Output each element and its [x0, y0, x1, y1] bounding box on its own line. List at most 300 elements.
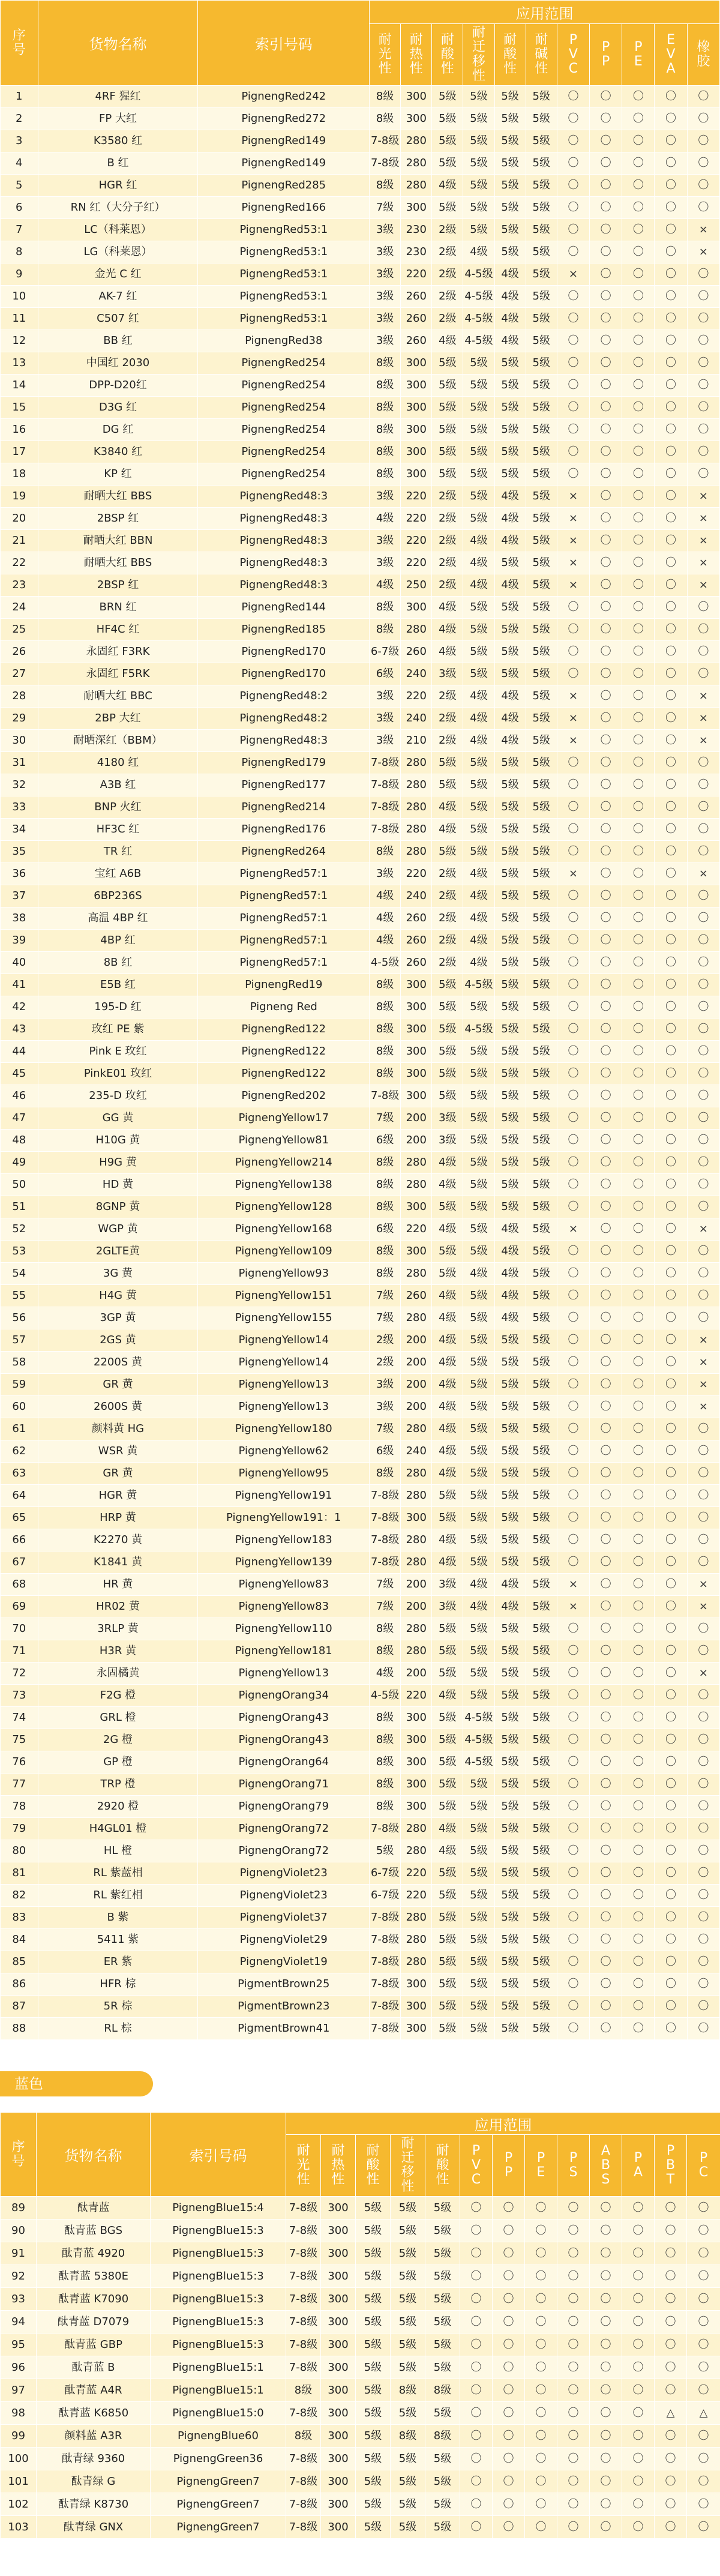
cell-suitability-mark: 〇	[590, 1241, 622, 1263]
cell-index: 59	[1, 1374, 38, 1396]
cell-property-value: 5级	[463, 1329, 494, 1352]
cell-property-value: 5级	[425, 2448, 460, 2470]
cell-property-value: 5级	[463, 1085, 494, 1107]
table-row	[1, 1774, 720, 1796]
cell-property-value: 4-5级	[463, 1019, 494, 1041]
cell-suitability-mark: 〇	[525, 2265, 557, 2288]
cell-suitability-mark: 〇	[590, 1618, 622, 1640]
table-row	[1, 2311, 720, 2334]
section-spacer	[0, 2040, 720, 2071]
table-row	[1, 685, 720, 708]
cell-property-value: 280	[401, 1529, 432, 1551]
cell-index-code: PignengRed48:3	[198, 486, 370, 508]
cell-suitability-mark: 〇	[687, 1307, 719, 1329]
header-property-label: P E	[536, 2150, 545, 2180]
cell-suitability-mark: 〇	[655, 708, 687, 730]
cell-property-value: 5级	[526, 885, 557, 907]
cell-property-value: 5级	[463, 1685, 494, 1707]
cell-property-value: 5级	[432, 1196, 463, 1218]
cell-property-value: 5级	[526, 1019, 557, 1041]
cell-property-value: 260	[401, 1285, 432, 1307]
cell-suitability-mark: 〇	[655, 1840, 687, 1862]
cell-index: 57	[1, 1329, 38, 1352]
cell-suitability-mark: 〇	[590, 1374, 622, 1396]
cell-index: 2	[1, 108, 38, 130]
table-row	[1, 1329, 720, 1352]
cell-property-value: 300	[401, 1019, 432, 1041]
cell-suitability-mark: 〇	[557, 1019, 589, 1041]
cell-index: 70	[1, 1618, 38, 1640]
cell-suitability-mark: 〇	[655, 2265, 687, 2288]
cell-suitability-mark: 〇	[655, 2379, 687, 2402]
cell-product-name: HR 黄	[38, 1574, 198, 1596]
cell-property-value: 280	[401, 1418, 432, 1440]
cell-property-value: 4级	[432, 1152, 463, 1174]
cell-suitability-mark: 〇	[557, 819, 589, 841]
cell-property-value: 5级	[463, 1485, 494, 1507]
cell-suitability-mark: ×	[687, 486, 719, 508]
cell-property-value: 5级	[463, 1929, 494, 1951]
cell-suitability-mark: 〇	[687, 1774, 719, 1796]
cell-property-value: 5级	[463, 86, 494, 108]
cell-property-value: 300	[321, 2242, 356, 2265]
cell-suitability-mark: 〇	[655, 1751, 687, 1774]
cell-index-code: PignengBlue15:3	[151, 2219, 286, 2242]
cell-property-value: 200	[401, 1596, 432, 1618]
cell-suitability-mark: 〇	[590, 1907, 622, 1929]
cell-property-value: 280	[401, 619, 432, 641]
cell-suitability-mark: 〇	[557, 1996, 589, 2018]
cell-index-code: PignengRed202	[198, 1085, 370, 1107]
cell-property-value: 5级	[494, 1130, 526, 1152]
cell-index: 86	[1, 1973, 38, 1996]
cell-suitability-mark: 〇	[622, 1596, 655, 1618]
cell-property-value: 5级	[432, 996, 463, 1019]
cell-property-value: 5级	[526, 397, 557, 419]
cell-product-name: HL 橙	[38, 1840, 198, 1862]
cell-index-code: PignengRed254	[198, 352, 370, 375]
cell-suitability-mark: 〇	[460, 2516, 493, 2539]
cell-property-value: 5级	[526, 1663, 557, 1685]
cell-property-value: 5级	[356, 2425, 391, 2448]
cell-index-code: PignengRed149	[198, 152, 370, 175]
table-row	[1, 2379, 720, 2402]
cell-suitability-mark: 〇	[590, 1685, 622, 1707]
cell-property-value: 5级	[526, 1463, 557, 1485]
cell-index-code: PignengYellow128	[198, 1196, 370, 1218]
table-row	[1, 1396, 720, 1418]
cell-index-code: PignengRed57:1	[198, 907, 370, 930]
cell-suitability-mark: 〇	[590, 774, 622, 796]
header-property-label: A B S	[601, 2143, 611, 2187]
cell-property-value: 5级	[432, 1618, 463, 1640]
cell-property-value: 300	[401, 1751, 432, 1774]
cell-suitability-mark: 〇	[590, 1818, 622, 1840]
cell-property-value: 220	[401, 552, 432, 574]
cell-index-code: PignengOrang72	[198, 1818, 370, 1840]
cell-property-value: 8级	[370, 1774, 401, 1796]
cell-property-value: 8级	[425, 2425, 460, 2448]
cell-suitability-mark: 〇	[655, 1885, 687, 1907]
cell-property-value: 5级	[494, 752, 526, 774]
cell-property-value: 5级	[494, 641, 526, 663]
cell-property-value: 4级	[463, 552, 494, 574]
cell-property-value: 7-8级	[370, 1907, 401, 1929]
cell-suitability-mark: ×	[687, 552, 719, 574]
cell-index: 17	[1, 441, 38, 463]
cell-suitability-mark: 〇	[687, 1485, 719, 1507]
cell-property-value: 5级	[526, 1862, 557, 1885]
header-property-label: 耐 酸 性	[440, 32, 454, 76]
cell-suitability-mark: 〇	[655, 1796, 687, 1818]
cell-property-value: 7-8级	[370, 1551, 401, 1574]
cell-suitability-mark: 〇	[622, 2402, 655, 2425]
cell-suitability-mark: 〇	[622, 619, 655, 641]
cell-property-value: 4级	[432, 1218, 463, 1241]
table-row	[1, 885, 720, 907]
cell-suitability-mark: △	[655, 2402, 687, 2425]
cell-suitability-mark: 〇	[590, 819, 622, 841]
cell-suitability-mark: 〇	[655, 1085, 687, 1107]
cell-property-value: 5级	[494, 108, 526, 130]
cell-property-value: 5级	[463, 819, 494, 841]
cell-property-value: 5级	[526, 1196, 557, 1218]
cell-property-value: 5级	[526, 996, 557, 1019]
cell-suitability-mark: 〇	[655, 974, 687, 996]
cell-suitability-mark: 〇	[655, 796, 687, 819]
cell-property-value: 5级	[494, 1440, 526, 1463]
cell-property-value: 5级	[425, 2311, 460, 2334]
cell-property-value: 5级	[494, 352, 526, 375]
cell-product-name: 永固红 F3RK	[38, 641, 198, 663]
cell-suitability-mark: 〇	[622, 2265, 655, 2288]
table-row	[1, 1729, 720, 1751]
cell-suitability-mark: 〇	[590, 1218, 622, 1241]
cell-property-value: 5级	[432, 1063, 463, 1085]
cell-suitability-mark: 〇	[590, 463, 622, 486]
cell-suitability-mark: 〇	[655, 219, 687, 241]
cell-property-value: 5级	[526, 730, 557, 752]
cell-property-value: 4级	[463, 1263, 494, 1285]
table-row	[1, 974, 720, 996]
cell-suitability-mark: 〇	[557, 907, 589, 930]
cell-suitability-mark: 〇	[557, 1352, 589, 1374]
cell-product-name: 耐晒大红 BBS	[38, 552, 198, 574]
cell-index-code: PignengYellow13	[198, 1663, 370, 1685]
cell-suitability-mark: 〇	[655, 1396, 687, 1418]
cell-property-value: 5级	[463, 152, 494, 175]
header-property-label: P E	[634, 40, 643, 69]
cell-index: 6	[1, 197, 38, 219]
cell-suitability-mark: 〇	[655, 597, 687, 619]
cell-suitability-mark: 〇	[622, 1285, 655, 1307]
cell-index-code: PignengRed48:3	[198, 552, 370, 574]
cell-suitability-mark: 〇	[687, 2516, 720, 2539]
cell-suitability-mark: 〇	[655, 1729, 687, 1751]
cell-suitability-mark: 〇	[655, 1640, 687, 1663]
cell-property-value: 5级	[494, 1774, 526, 1796]
cell-suitability-mark: 〇	[655, 1996, 687, 2018]
cell-property-value: 300	[401, 1729, 432, 1751]
cell-suitability-mark: 〇	[622, 1973, 655, 1996]
cell-property-value: 260	[401, 907, 432, 930]
cell-suitability-mark: 〇	[687, 952, 719, 974]
table-row	[1, 2493, 720, 2516]
cell-index-code: PignengRed57:1	[198, 952, 370, 974]
cell-index: 1	[1, 86, 38, 108]
cell-suitability-mark: 〇	[622, 108, 655, 130]
cell-property-value: 5级	[463, 1818, 494, 1840]
cell-index: 21	[1, 530, 38, 552]
cell-suitability-mark: 〇	[622, 841, 655, 863]
header-property-label: 耐 酸 性	[503, 32, 517, 76]
cell-suitability-mark: 〇	[590, 530, 622, 552]
cell-suitability-mark: 〇	[557, 1507, 589, 1529]
cell-suitability-mark: 〇	[687, 1019, 719, 1041]
header-property-11	[687, 24, 719, 86]
cell-product-name: FP 大红	[38, 108, 198, 130]
cell-suitability-mark: 〇	[687, 308, 719, 330]
cell-property-value: 3级	[370, 330, 401, 352]
cell-index-code: PignengViolet29	[198, 1929, 370, 1951]
cell-suitability-mark: 〇	[590, 352, 622, 375]
cell-suitability-mark: 〇	[557, 1107, 589, 1130]
cell-property-value: 5级	[432, 130, 463, 152]
cell-suitability-mark: 〇	[622, 263, 655, 286]
header-name: 货物名称	[37, 2113, 151, 2197]
cell-property-value: 280	[401, 1263, 432, 1285]
cell-property-value: 5级	[526, 1907, 557, 1929]
cell-property-value: 5级	[526, 1796, 557, 1818]
cell-property-value: 5级	[432, 375, 463, 397]
cell-index-code: PignengGreen7	[151, 2493, 286, 2516]
cell-property-value: 8级	[370, 375, 401, 397]
cell-property-value: 8级	[370, 463, 401, 486]
cell-property-value: 5级	[526, 1063, 557, 1085]
cell-property-value: 5级	[494, 1196, 526, 1218]
cell-property-value: 4级	[463, 730, 494, 752]
cell-property-value: 8级	[370, 619, 401, 641]
cell-property-value: 5级	[356, 2516, 391, 2539]
cell-suitability-mark: 〇	[622, 197, 655, 219]
cell-property-value: 5级	[526, 463, 557, 486]
cell-index-code: PignengGreen7	[151, 2516, 286, 2539]
cell-product-name: Pink E 玫红	[38, 1041, 198, 1063]
cell-property-value: 7-8级	[286, 2311, 321, 2334]
cell-suitability-mark: ×	[557, 263, 589, 286]
cell-index: 53	[1, 1241, 38, 1263]
cell-property-value: 4级	[494, 1263, 526, 1285]
cell-property-value: 5级	[432, 841, 463, 863]
cell-suitability-mark: 〇	[590, 619, 622, 641]
cell-property-value: 5级	[494, 974, 526, 996]
cell-property-value: 280	[401, 819, 432, 841]
cell-property-value: 5级	[463, 597, 494, 619]
cell-property-value: 5级	[494, 175, 526, 197]
header-property-8	[525, 2135, 557, 2197]
cell-suitability-mark: 〇	[622, 952, 655, 974]
cell-property-value: 5级	[432, 197, 463, 219]
cell-property-value: 5级	[494, 885, 526, 907]
cell-index: 10	[1, 286, 38, 308]
cell-property-value: 5级	[463, 1241, 494, 1263]
cell-property-value: 3级	[370, 863, 401, 885]
cell-property-value: 5级	[526, 375, 557, 397]
cell-suitability-mark: 〇	[557, 1840, 589, 1862]
table-row	[1, 1218, 720, 1241]
header-property-9	[622, 24, 655, 86]
cell-index: 65	[1, 1507, 38, 1529]
cell-property-value: 4级	[432, 175, 463, 197]
cell-property-value: 5级	[425, 2242, 460, 2265]
cell-suitability-mark: 〇	[590, 1796, 622, 1818]
cell-index-code: PignengRed254	[198, 419, 370, 441]
cell-suitability-mark: 〇	[687, 263, 719, 286]
header-property-5	[425, 2135, 460, 2197]
cell-product-name: RL 棕	[38, 2018, 198, 2040]
cell-property-value: 4级	[494, 308, 526, 330]
cell-suitability-mark: ×	[557, 552, 589, 574]
cell-property-value: 5级	[432, 1751, 463, 1774]
cell-index: 101	[1, 2470, 37, 2493]
table-row	[1, 530, 720, 552]
cell-property-value: 5级	[526, 1130, 557, 1152]
cell-property-value: 220	[401, 486, 432, 508]
cell-suitability-mark: 〇	[687, 175, 719, 197]
cell-property-value: 8级	[370, 1618, 401, 1640]
cell-property-value: 5级	[463, 463, 494, 486]
cell-property-value: 5级	[425, 2470, 460, 2493]
table-row	[1, 175, 720, 197]
cell-index-code: PignengYellow139	[198, 1551, 370, 1574]
cell-index-code: PignengYellow14	[198, 1329, 370, 1352]
cell-product-name: DG 红	[38, 419, 198, 441]
cell-property-value: 2级	[432, 508, 463, 530]
table-row	[1, 1263, 720, 1285]
cell-suitability-mark: 〇	[622, 574, 655, 597]
cell-index: 29	[1, 708, 38, 730]
cell-suitability-mark: 〇	[655, 1663, 687, 1685]
cell-index: 11	[1, 308, 38, 330]
cell-index: 76	[1, 1751, 38, 1774]
cell-suitability-mark: 〇	[460, 2470, 493, 2493]
cell-property-value: 8级	[370, 996, 401, 1019]
cell-suitability-mark: 〇	[687, 441, 719, 463]
cell-suitability-mark: ×	[557, 530, 589, 552]
table-row	[1, 352, 720, 375]
cell-property-value: 4级	[463, 574, 494, 597]
cell-index: 15	[1, 397, 38, 419]
cell-suitability-mark: ×	[687, 730, 719, 752]
cell-suitability-mark: 〇	[590, 796, 622, 819]
cell-suitability-mark: 〇	[622, 708, 655, 730]
cell-suitability-mark: 〇	[557, 241, 589, 263]
cell-property-value: 7-8级	[286, 2493, 321, 2516]
cell-property-value: 4级	[370, 574, 401, 597]
cell-product-name: 8GNP 黄	[38, 1196, 198, 1218]
table-row	[1, 2197, 720, 2219]
cell-property-value: 280	[401, 1485, 432, 1507]
header-property-label: P A	[633, 2150, 643, 2180]
cell-property-value: 5级	[391, 2448, 425, 2470]
table-row	[1, 1685, 720, 1707]
cell-property-value: 7-8级	[286, 2402, 321, 2425]
cell-index-code: PignengRed272	[198, 108, 370, 130]
table-row	[1, 841, 720, 863]
table-row	[1, 1818, 720, 1840]
cell-property-value: 8级	[391, 2379, 425, 2402]
header-property-label: 耐 迁 移 性	[401, 2136, 415, 2194]
cell-product-name: 8B 红	[38, 952, 198, 974]
cell-suitability-mark: 〇	[687, 86, 719, 108]
header-index: 序 号	[1, 2113, 37, 2197]
cell-index: 81	[1, 1862, 38, 1885]
header-property-label: P B T	[665, 2143, 676, 2187]
cell-suitability-mark: 〇	[687, 1796, 719, 1818]
cell-property-value: 2级	[432, 530, 463, 552]
cell-index: 49	[1, 1152, 38, 1174]
cell-property-value: 300	[321, 2379, 356, 2402]
cell-property-value: 8级	[370, 175, 401, 197]
cell-property-value: 4级	[494, 486, 526, 508]
cell-property-value: 7-8级	[286, 2516, 321, 2539]
cell-property-value: 5级	[526, 597, 557, 619]
table-row	[1, 1418, 720, 1440]
cell-property-value: 7-8级	[370, 774, 401, 796]
cell-suitability-mark: 〇	[655, 1352, 687, 1374]
cell-suitability-mark: 〇	[590, 1951, 622, 1973]
table-row	[1, 486, 720, 508]
cell-suitability-mark: 〇	[557, 1818, 589, 1840]
cell-suitability-mark: 〇	[687, 197, 719, 219]
cell-suitability-mark: 〇	[622, 1574, 655, 1596]
cell-suitability-mark: 〇	[622, 463, 655, 486]
cell-index: 90	[1, 2219, 37, 2242]
cell-suitability-mark: 〇	[557, 86, 589, 108]
table-row	[1, 952, 720, 974]
cell-property-value: 5级	[463, 1618, 494, 1640]
cell-property-value: 5级	[526, 1263, 557, 1285]
cell-property-value: 5级	[463, 641, 494, 663]
cell-property-value: 5级	[432, 1862, 463, 1885]
cell-property-value: 5级	[391, 2493, 425, 2516]
cell-index-code: PignengRed53:1	[198, 219, 370, 241]
cell-property-value: 5级	[463, 1663, 494, 1685]
cell-index-code: PignengYellow214	[198, 1152, 370, 1174]
cell-suitability-mark: 〇	[655, 330, 687, 352]
cell-property-value: 3级	[432, 1107, 463, 1130]
cell-suitability-mark: 〇	[655, 397, 687, 419]
table-row	[1, 1041, 720, 1063]
cell-product-name: 2600S 黄	[38, 1396, 198, 1418]
cell-property-value: 8级	[370, 397, 401, 419]
cell-property-value: 5级	[526, 1774, 557, 1796]
cell-property-value: 260	[401, 641, 432, 663]
cell-suitability-mark: 〇	[590, 2379, 622, 2402]
header-property-7	[493, 2135, 525, 2197]
cell-suitability-mark: 〇	[590, 552, 622, 574]
cell-suitability-mark: 〇	[590, 419, 622, 441]
cell-product-name: 酞青蓝 4920	[37, 2242, 151, 2265]
cell-property-value: 8级	[370, 1063, 401, 1085]
cell-suitability-mark: 〇	[687, 2334, 720, 2356]
cell-suitability-mark: 〇	[687, 930, 719, 952]
cell-suitability-mark: 〇	[460, 2288, 493, 2311]
cell-suitability-mark: 〇	[655, 2448, 687, 2470]
cell-property-value: 4级	[463, 685, 494, 708]
cell-index-code: PignengRed48:3	[198, 508, 370, 530]
cell-property-value: 4级	[463, 952, 494, 974]
